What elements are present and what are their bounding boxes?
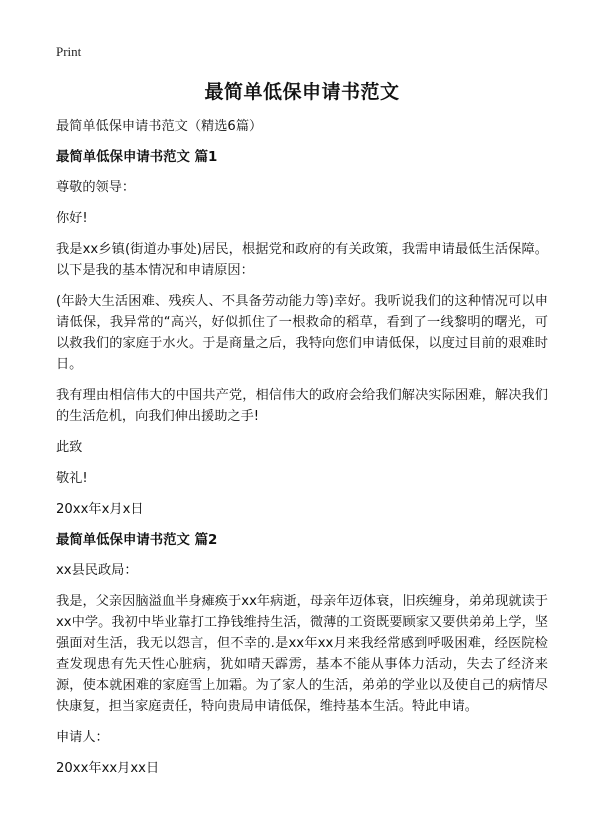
- date-line: 20xx年x月x日: [56, 502, 144, 517]
- paragraph: 我是，父亲因脑溢血半身瘫痪于xx年病逝，母亲年迈体衰，旧疾缠身，弟弟现就读于xx中学。我初中毕业靠打工挣钱维持生活，微薄的工资既要顾家又要供弟弟上学，坚强面对生活，我无以怨言，但不幸的.是xx年xx月来我经常感到呼吸困难，经医院检查发现患有先天性心脏病，犹如晴天霹雳，基本不能从事体力活动，失去了经济来源，使本就困难的家庭雪上加霜。为了家人的生活，弟弟的学业以及使自己的病情尽快康复，担当家庭责任，特向贵局申请低保，维持基本生活。特此申请。: [56, 594, 548, 714]
- greeting: 你好!: [56, 211, 88, 226]
- print-label: Print: [56, 44, 82, 59]
- intro-line: 最简单低保申请书范文（精选6篇）: [56, 119, 263, 134]
- section-heading-1: 最简单低保申请书范文 篇1: [56, 150, 218, 165]
- paragraph: 我有理由相信伟大的中国共产党，相信伟大的政府会给我们解决实际困难，解决我们的生活危机，向我们伸出援助之手!: [56, 388, 548, 424]
- recipient: xx县民政局：: [56, 563, 138, 578]
- salutation: 尊敬的领导：: [56, 180, 136, 195]
- closing-line: 此致: [56, 440, 83, 455]
- paragraph: (年龄大生活困难、残疾人、不具备劳动能力等)幸好。我听说我们的这种情况可以申请低保，我异常的“高兴，好似抓住了一根救命的稻草，看到了一线黎明的曙光，可以救我们的家庭于水火。于是商量之后，我特向您们申请低保，以度过目前的艰难时日。: [56, 294, 548, 372]
- closing-salute: 敬礼!: [56, 471, 88, 486]
- date-line: 20xx年xx月xx日: [56, 761, 160, 776]
- page-title: 最简单低保申请书范文: [204, 81, 400, 103]
- section-heading-2: 最简单低保申请书范文 篇2: [56, 533, 218, 548]
- applicant-label: 申请人：: [56, 730, 109, 745]
- paragraph: 我是xx乡镇(街道办事处)居民，根据党和政府的有关政策，我需申请最低生活保障。以下是我的基本情况和申请原因：: [56, 242, 548, 278]
